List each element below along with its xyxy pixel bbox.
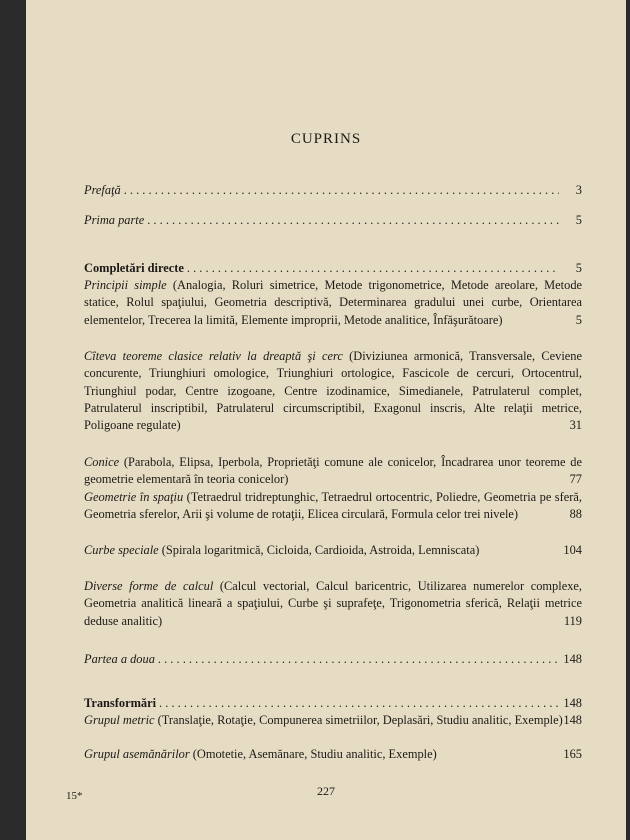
toc-body: (Translaţie, Rotaţie, Compunerea simetriilor, Deplasări, Studiu analitic, Exemple): [154, 713, 563, 727]
toc-entry-prima-parte: [84, 212, 582, 229]
toc-entry-asemanari: [84, 746, 582, 763]
toc-entry-diverse: [84, 578, 582, 630]
toc-page: 3: [575, 183, 582, 197]
toc-label: Partea a doua: [84, 652, 155, 666]
toc-body: (Tetraedrul tridreptunghic, Tetraedrul ortocentric, Poliedre, Geometria pe sferă, Geometria sferelor, Arii şi volume de rotaţii, Elicea circulară, Formula celor trei nivele): [84, 490, 582, 522]
toc-page: 104: [563, 543, 582, 557]
toc-page: 5: [575, 213, 582, 227]
toc-head: Grupul metric: [84, 713, 155, 727]
toc-entry-completari: [84, 260, 582, 277]
toc-head: Grupul asemănărilor: [84, 747, 190, 761]
toc-body: (Parabola, Elipsa, Iperbola, Proprietăţi comune ale conicelor, Încadrarea unor teoreme de geometrie elementară în teoria conicelor): [84, 455, 582, 487]
toc-page: 5: [575, 261, 582, 275]
toc-entry-partea-doua: [84, 651, 582, 668]
toc-label: Prima parte: [84, 213, 145, 227]
toc-entry-metric: [84, 712, 582, 729]
toc-label: Transformări: [84, 696, 157, 710]
toc-head: Curbe speciale: [84, 543, 159, 557]
toc-page: 31: [569, 418, 582, 433]
toc-entry-spatiu: [84, 489, 582, 524]
leader-dots: [124, 182, 559, 199]
toc-head: Principii simple: [84, 278, 167, 292]
leader-dots: [147, 212, 559, 229]
toc-page: 148: [563, 696, 582, 710]
toc-body: (Spirala logaritmică, Cicloida, Cardioida, Astroida, Lemniscata): [158, 543, 480, 557]
leader-dots: [187, 260, 559, 277]
toc-label: Prefaţă: [84, 183, 121, 197]
toc-entry-prefata: [84, 182, 582, 199]
toc-page: 88: [569, 507, 582, 522]
toc-entry-curbe: [84, 542, 582, 559]
toc-entry-citeva: [84, 348, 582, 434]
book-page: [26, 0, 626, 840]
toc-page: 119: [563, 613, 582, 628]
leader-dots: [158, 651, 559, 668]
toc-entry-conice: [84, 454, 582, 489]
toc-head: Cîteva teoreme clasice relativ la dreaptă şi cerc: [84, 349, 343, 363]
toc-body: (Omotetie, Asemănare, Studiu analitic, Exemple): [189, 747, 437, 761]
toc-head: Diverse forme de calcul: [84, 579, 214, 593]
toc-head: Conice: [84, 455, 120, 469]
toc-page: 5: [575, 312, 582, 327]
toc-page: 77: [569, 472, 582, 487]
toc-entry-principii: [84, 277, 582, 329]
toc-page: 148: [563, 652, 582, 666]
page-title: CUPRINS: [290, 131, 362, 147]
signature-mark: 15*: [66, 790, 83, 802]
toc-entry-transformari: [84, 695, 582, 712]
toc-body: (Analogia, Roluri simetrice, Metode trigonometrice, Metode areolare, Metode statice, Rolul spaţiului, Geometria descriptivă, Determinarea gradului unei curbe, Orientarea elementelor, Trecerea la limită, Elemente improprii, Metode analitice, Înfăşurătoare): [84, 278, 583, 327]
toc-body: (Diviziunea armonică, Transversale, Ceviene concurente, Triunghiuri omologice, Triunghiuri ortologice, Fascicole de cercuri, Ortocentrul, Triunghiul podar, Centre izogoane, Centre izodinamice, Simedianele, Patrulaterul complet, Patrulaterul inscriptibil, Patrulaterul circumscriptibil, Exagonul inscris, Alte relaţii metrice, Poligoane regulate): [84, 349, 582, 433]
toc-page: 165: [563, 747, 582, 761]
leader-dots: [159, 695, 559, 712]
toc-label: Completări directe: [84, 261, 184, 275]
toc-head: Geometrie în spaţiu: [84, 490, 184, 504]
page-number: 227: [317, 784, 335, 798]
toc-page: 148: [563, 713, 582, 727]
toc-body: (Calcul vectorial, Calcul baricentric, Utilizarea numerelor complexe, Geometria analitică lineară a spaţiului, Curbe şi suprafeţe, Trigonometria sferică, Relaţii metrice deduse analitic): [84, 579, 582, 628]
